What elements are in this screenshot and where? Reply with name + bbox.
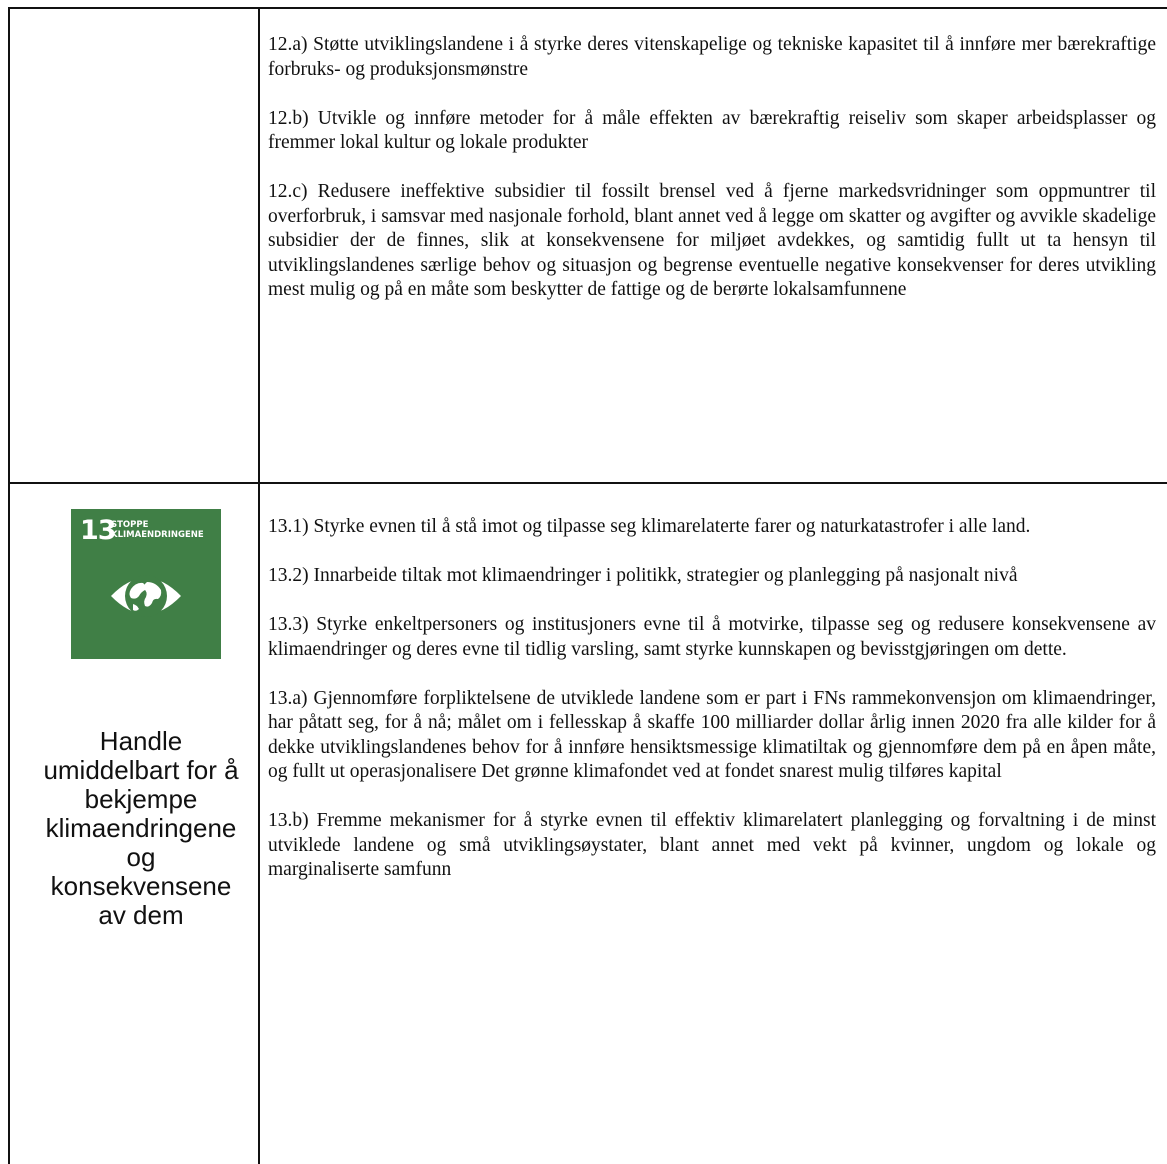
badge-number: 13 xyxy=(80,515,116,546)
target-13b: 13.b) Fremme mekanismer for å styrke evnen til effektiv klimarelatert planlegging og forvaltning i de minst utviklede landene og små utviklingsøystater, blant annet med vekt på kvinner, ungdom og lokale og marginaliserte samfunn xyxy=(268,810,1156,880)
target-13-3: 13.3) Styrke enkeltpersoners og institusjoners evne til å motvirke, tilpasse seg og redusere konsekvensene av klimaendringer og deres evne til tidlig varsling, samt styrke kunnskapen og bevisstgjøringen om dette. xyxy=(268,614,1156,660)
badge-title-line2: KLIMAENDRINGENE xyxy=(111,530,204,540)
goal-title-line: Handle xyxy=(99,726,183,756)
target-13-1: 13.1) Styrke evnen til å stå imot og tilpasse seg klimarelaterte farer og naturkatastrofer i alle land. xyxy=(268,516,1031,537)
badge-title xyxy=(111,520,204,540)
goal-title-line: umiddelbart for å xyxy=(43,755,239,785)
target-13a: 13.a) Gjennomføre forpliktelsene de utviklede landene som er part i FNs rammekonvensjon om klimaendringer, har påtatt seg, for å nå; målet om i fellesskap å skaffe 100 milliarder dollar årlig innen 2020 fra alle kilder for å dekke utviklingslandenes behov for å innføre hensiktsmessige klimatiltak og gjennomføre dem på en åpen måte, og fullt ut operasjonalisere Det grønne klimafondet ved at fondet snarest mulig tilføres kapital xyxy=(268,687,1156,782)
goal-title-line: av dem xyxy=(98,900,184,930)
goal-title-line: klimaendringene xyxy=(45,813,237,843)
goal-13-title xyxy=(17,727,265,930)
target-12c: 12.c) Redusere ineffektive subsidier til fossilt brensel ved å fjerne markedsvridninger som oppmuntrer til overforbruk, i samsvar med nasjonale forhold, blant annet ved å legge om skatter og avgifter og avvikle skadelige subsidier der de finnes, slik at konsekvensene for miljøet avdekkes, og samtidig fullt ut ta hensyn til utviklingslandenes særlige behov og situasjon og begrense eventuelle negative konsekvenser for deres utvikling mest mulig og på en måte som beskytter de fattige og de berørte lokalsamfunnene xyxy=(268,181,1156,300)
targets-cell-goal-12 xyxy=(268,33,1156,327)
targets-cell-goal-13 xyxy=(268,515,1156,907)
target-12a: 12.a) Støtte utviklingslandene i å styrke deres vitenskapelige og tekniske kapasitet til å innføre mer bærekraftige forbruks- og produksjonsmønstre xyxy=(268,34,1156,80)
row-divider xyxy=(8,482,1167,484)
goal-title-line: konsekvensene xyxy=(50,871,232,901)
table-left-border xyxy=(8,7,10,1164)
goal-title-line: bekjempe xyxy=(84,784,198,814)
goal-title-line: og xyxy=(126,842,156,872)
column-divider xyxy=(258,7,260,1164)
badge-title-line1: STOPPE xyxy=(111,520,149,530)
target-13-2: 13.2) Innarbeide tiltak mot klimaendringer i politikk, strategier og planlegging på nasjonalt nivå xyxy=(268,565,1018,586)
table-top-border xyxy=(8,7,1167,9)
eye-globe-icon xyxy=(109,570,183,622)
sdg-13-badge xyxy=(71,509,221,659)
target-12b: 12.b) Utvikle og innføre metoder for å måle effekten av bærekraftig reiseliv som skaper arbeidsplasser og fremmer lokal kultur og lokale produkter xyxy=(268,107,1156,153)
